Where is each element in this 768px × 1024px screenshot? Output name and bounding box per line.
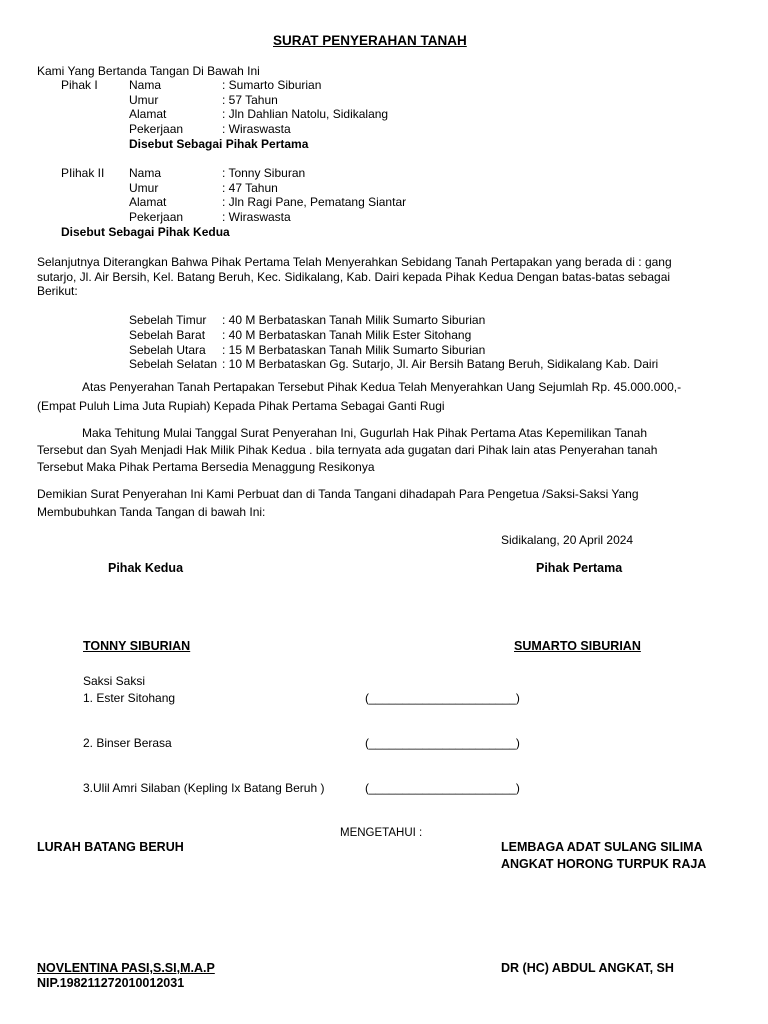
witness-signature-line: (______________________) xyxy=(365,736,520,750)
acknowledgement-heading: MENGETAHUI : xyxy=(340,827,423,839)
closing-line: Membubuhkan Tanda Tangan di bawah Ini: xyxy=(37,505,266,519)
party-two-job-key: Pekerjaan xyxy=(129,210,184,224)
boundary-side: Sebelah Utara xyxy=(129,343,206,357)
party-two-name-value: : Tonny Siburan xyxy=(222,166,306,180)
boundary-side: Sebelah Selatan xyxy=(129,357,218,371)
right-office-line: LEMBAGA ADAT SULANG SILIMA xyxy=(501,840,703,854)
signatory-left-name: TONNY SIBURIAN xyxy=(83,639,191,653)
left-official-name: NOVLENTINA PASI,S.SI,M.A.P xyxy=(37,961,215,975)
rights-line: Tersebut Maka Pihak Pertama Bersedia Menaggung Resikonya xyxy=(37,460,375,474)
signatory-right-role: Pihak Pertama xyxy=(536,561,623,575)
payment-line: (Empat Puluh Lima Juta Rupiah) Kepada Pihak Pertama Sebagai Ganti Rugi xyxy=(37,399,445,413)
boundary-desc: : 40 M Berbataskan Tanah Milik Ester Sitohang xyxy=(222,328,472,342)
party-one-address-key: Alamat xyxy=(129,107,167,121)
witness-name: 1. Ester Sitohang xyxy=(83,691,176,705)
party-two-name-key: Nama xyxy=(129,166,162,180)
party-two-job-value: : Wiraswasta xyxy=(222,210,291,224)
party-one-job-value: : Wiraswasta xyxy=(222,122,291,136)
closing-line: Demikian Surat Penyerahan Ini Kami Perbuat dan di Tanda Tangani dihadapah Para Pengetua /Saksi-Saksi Yang xyxy=(37,487,639,501)
left-official-nip: NIP.198211272010012031 xyxy=(37,976,185,990)
witness-signature-line: (______________________) xyxy=(365,781,520,795)
witness-heading: Saksi Saksi xyxy=(83,674,146,688)
party-two-designation: Disebut Sebagai Pihak Kedua xyxy=(61,225,230,239)
party-one-age-key: Umur xyxy=(129,93,159,107)
statement-line: sutarjo, Jl. Air Bersih, Kel. Batang Beruh, Kec. Sidikalang, Kab. Dairi kepada Pihak Kedua Dengan batas-batas sebagai xyxy=(37,270,671,284)
boundary-side: Sebelah Timur xyxy=(129,313,207,327)
party-two-age-value: : 47 Tahun xyxy=(222,181,278,195)
left-office: LURAH BATANG BERUH xyxy=(37,840,184,854)
party-two-address-value: : Jln Ragi Pane, Pematang Siantar xyxy=(222,195,407,209)
right-official-name: DR (HC) ABDUL ANGKAT, SH xyxy=(501,961,674,975)
right-office-line: ANGKAT HORONG TURPUK RAJA xyxy=(501,857,707,871)
party-one-designation: Disebut Sebagai Pihak Pertama xyxy=(129,137,309,151)
witness-name: 2. Binser Berasa xyxy=(83,736,172,750)
party-one-name-value: : Sumarto Siburian xyxy=(222,78,322,92)
party-one-name-key: Nama xyxy=(129,78,162,92)
witness-signature-line: (______________________) xyxy=(365,691,520,705)
intro-text: Kami Yang Bertanda Tangan Di Bawah Ini xyxy=(37,64,260,78)
witness-name: 3.Ulil Amri Silaban (Kepling Ix Batang Beruh ) xyxy=(83,781,325,795)
statement-line: Berikut: xyxy=(37,284,78,298)
party-one-job-key: Pekerjaan xyxy=(129,122,184,136)
boundary-desc: : 40 M Berbataskan Tanah Milik Sumarto Siburian xyxy=(222,313,486,327)
boundary-side: Sebelah Barat xyxy=(129,328,206,342)
document-title: SURAT PENYERAHAN TANAH xyxy=(273,33,467,48)
statement-line: Selanjutnya Diterangkan Bahwa Pihak Pertama Telah Menyerahkan Sebidang Tanah Pertapakan yang berada di : gang xyxy=(37,255,672,269)
boundary-desc: : 15 M Berbataskan Tanah Milik Sumarto Siburian xyxy=(222,343,486,357)
boundary-desc: : 10 M Berbataskan Gg. Sutarjo, Jl. Air Bersih Batang Beruh, Sidikalang Kab. Dairi xyxy=(222,357,659,371)
party-two-address-key: Alamat xyxy=(129,195,167,209)
rights-line: Tersebut dan Syah Menjadi Hak Milik Pihak Kedua . bila ternyata ada gugatan dari Pihak lain atas Penyerahan tanah xyxy=(37,443,658,457)
rights-line: Maka Tehitung Mulai Tanggal Surat Penyerahan Ini, Gugurlah Hak Pihak Pertama Atas Kepemilikan Tanah xyxy=(82,426,648,440)
party-two-age-key: Umur xyxy=(129,181,159,195)
payment-line: Atas Penyerahan Tanah Pertapakan Tersebut Pihak Kedua Telah Menyerahkan Uang Sejumlah Rp. 45.000.000,- xyxy=(82,380,682,394)
signatory-left-role: Pihak Kedua xyxy=(108,561,184,575)
party-one-address-value: : Jln Dahlian Natolu, Sidikalang xyxy=(222,107,389,121)
signatory-right-name: SUMARTO SIBURIAN xyxy=(514,639,641,653)
party-one-label: Pihak I xyxy=(61,78,98,92)
party-two-label: PIihak II xyxy=(61,166,105,180)
party-one-age-value: : 57 Tahun xyxy=(222,93,278,107)
place-date: Sidikalang, 20 April 2024 xyxy=(501,533,634,547)
